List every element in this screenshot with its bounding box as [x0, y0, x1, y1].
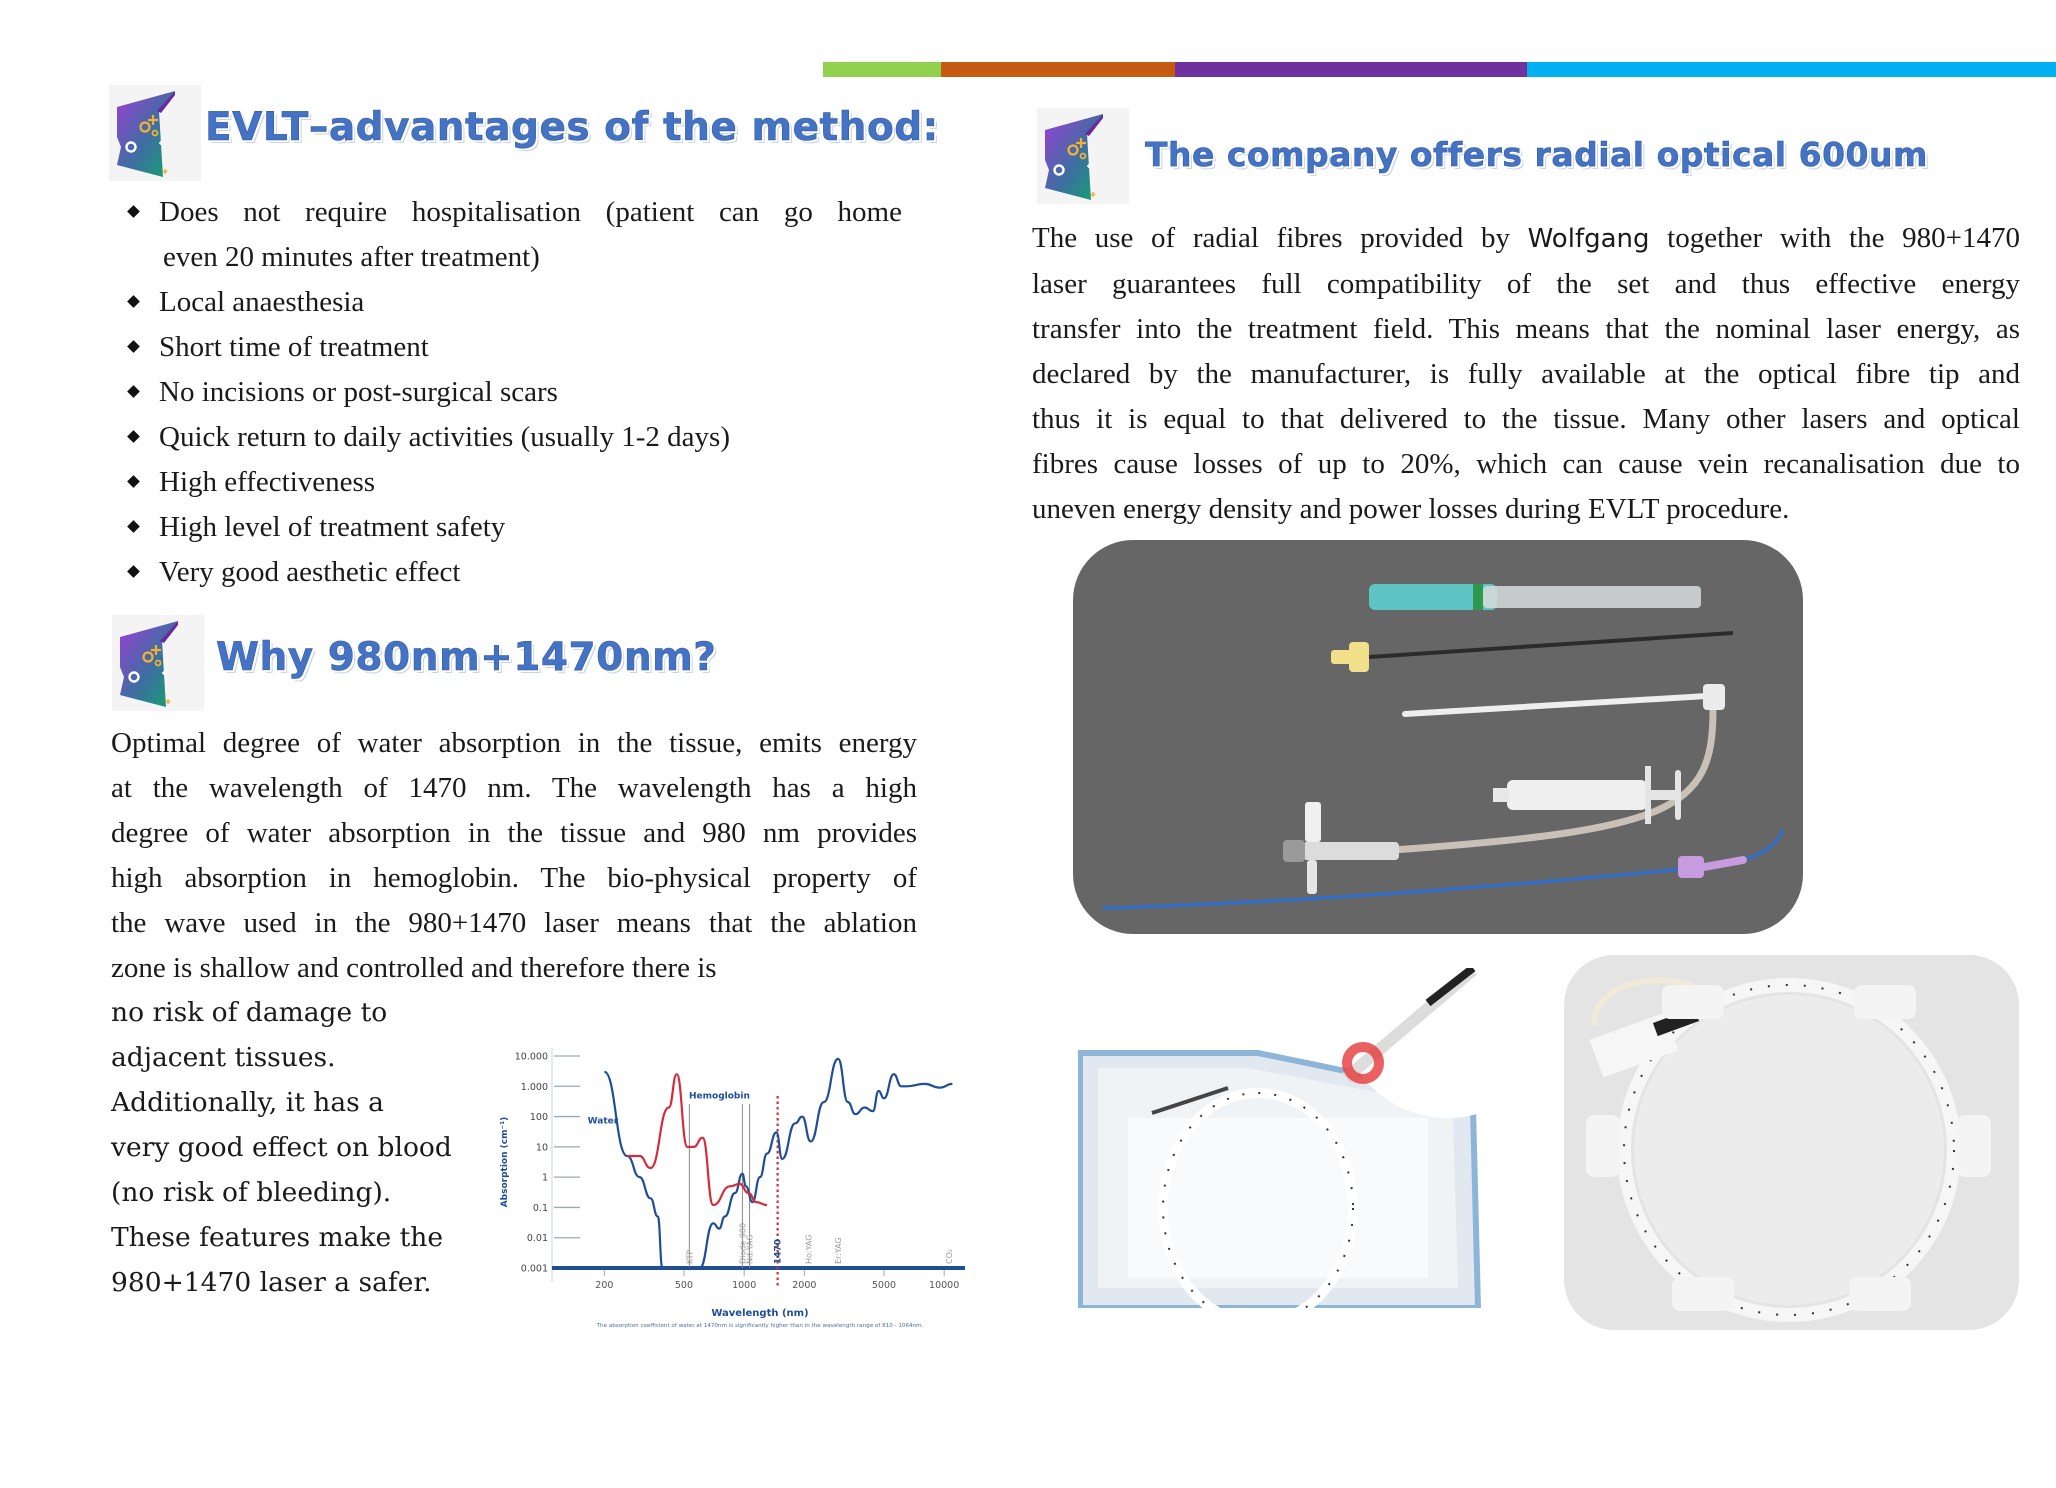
x-tick-label: 500 [674, 1280, 694, 1291]
radial-fibre-photo [1564, 955, 2019, 1330]
list-item-text: No incisions or post-surgical scars [159, 376, 558, 408]
list-item [127, 460, 902, 505]
why-title: Why 980nm+1470nm? [216, 634, 717, 680]
paragraph-line: laser guarantees full compatibility of the set and thus effective energy [1032, 268, 2020, 300]
paragraph-line: 980+1470 laser a safer. [111, 1267, 432, 1298]
paragraph-line: uneven energy density and power losses during EVLT procedure. [1032, 493, 1790, 525]
paragraph-line: fibres cause losses of up to 20%, which can cause vein recanalisation due to [1032, 448, 2020, 480]
y-axis-label: Absorption (cm⁻¹) [500, 1116, 510, 1208]
color-bar-blue [1527, 62, 2056, 77]
sterile-pack-photo [1078, 968, 1488, 1308]
legend-water: Water [587, 1116, 619, 1127]
radial-paragraph [1032, 216, 2020, 532]
annotation-label: Ho:YAG [804, 1234, 814, 1264]
paragraph-line: adjacent tissues. [111, 1042, 336, 1073]
list-item-text: Does not require hospitalisation (patient can go home [159, 196, 902, 228]
paragraph-line: high absorption in hemoglobin. The bio-physical property of [111, 862, 917, 894]
advantages-list [127, 190, 902, 595]
paragraph-line: at the wavelength of 1470 nm. The wavelength has a high [111, 772, 917, 804]
annotation-label: Er:YAG [833, 1237, 843, 1264]
x-tick-label: 1000 [732, 1280, 757, 1291]
y-tick-label: 1 [541, 1172, 548, 1184]
y-tick-label: 100 [529, 1112, 548, 1124]
absorption-chart [495, 1040, 975, 1330]
color-bar-orange [941, 62, 1175, 77]
list-item [127, 325, 902, 370]
brand-name: Wolfgang [1527, 224, 1650, 254]
list-item [127, 190, 902, 280]
paragraph-line: zone is shallow and controlled and therefore there is [111, 952, 717, 984]
legend-hemoglobin: Hemoglobin [689, 1091, 750, 1102]
list-item-text: Short time of treatment [159, 331, 429, 363]
y-tick-label: 0.01 [526, 1233, 548, 1245]
annotation-label: 1470 [773, 1238, 784, 1264]
list-item-text-cont: even 20 minutes after treatment) [163, 241, 540, 273]
annotation-label: Diode 980 [738, 1222, 748, 1264]
paragraph-line: (no risk of bleeding). [111, 1177, 392, 1208]
x-tick-label: 10000 [929, 1280, 960, 1291]
sparkle-board-icon [109, 85, 201, 181]
top-color-bar [823, 62, 2056, 77]
paragraph-line: transfer into the treatment field. This means that the nominal laser energy, as [1032, 313, 2020, 345]
radial-heading [1037, 108, 1928, 204]
y-tick-label: 0.1 [532, 1202, 548, 1214]
list-item-text: High effectiveness [159, 466, 376, 498]
paragraph-line: These features make the [111, 1222, 444, 1253]
y-tick-label: 0.001 [520, 1263, 548, 1275]
list-item [127, 550, 902, 595]
x-axis-label: Wavelength (nm) [711, 1308, 809, 1319]
paragraph-line: Optimal degree of water absorption in the tissue, emits energy [111, 727, 917, 759]
list-item-text: Quick return to daily activities (usually 1-2 days) [159, 421, 730, 453]
x-tick-label: 5000 [871, 1280, 897, 1291]
y-tick-label: 10 [535, 1142, 548, 1154]
list-item-text: Very good aesthetic effect [159, 556, 461, 588]
why-heading [112, 615, 716, 711]
absorption-chart-svg [495, 1040, 975, 1330]
list-item [127, 505, 902, 550]
introducer-kit-photo [1073, 540, 1803, 934]
advantages-heading [109, 85, 939, 181]
paragraph-text: The use of radial fibres provided by [1032, 222, 1510, 254]
why-paragraph [111, 721, 917, 991]
annotation-label: Nd:YAG [745, 1234, 755, 1264]
paragraph-line: the wave used in the 980+1470 laser means that the ablation [111, 907, 917, 939]
paragraph-line: declared by the manufacturer, is fully available at the optical fibre tip and [1032, 358, 2020, 390]
x-tick-label: 2000 [792, 1280, 817, 1291]
sparkle-board-icon [1037, 108, 1129, 204]
paragraph-line: Additionally, it has a [111, 1087, 384, 1118]
paragraph-line: very good effect on blood [111, 1132, 452, 1163]
y-tick-label: 1.000 [520, 1081, 548, 1093]
list-item-text: High level of treatment safety [159, 511, 506, 543]
annotation-label: CO₂ [945, 1248, 955, 1264]
list-item [127, 370, 902, 415]
paragraph-line: no risk of damage to [111, 997, 388, 1028]
paragraph-line [1032, 216, 2020, 262]
paragraph-line: thus it is equal to that delivered to the tissue. Many other lasers and optical [1032, 403, 2020, 435]
chart-caption: The absorption coefficient of water at 1470nm is significantly higher than in the wavelength range of 810 - 1064nm. [596, 1323, 924, 1329]
paragraph-line: degree of water absorption in the tissue and 980 nm provides [111, 817, 917, 849]
y-tick-label: 10.000 [514, 1051, 548, 1063]
advantages-title: EVLT–advantages of the method: [205, 104, 939, 150]
x-tick-label: 200 [595, 1280, 614, 1291]
color-bar-green [823, 62, 941, 77]
list-item [127, 415, 902, 460]
paragraph-text: together with the 980+1470 [1667, 222, 2020, 254]
annotation-label: KTP [685, 1249, 695, 1264]
list-item [127, 280, 902, 325]
why-paragraph-narrow [111, 990, 451, 1305]
radial-title: The company offers radial optical 600um [1145, 134, 1928, 174]
sparkle-board-icon [112, 615, 204, 711]
color-bar-purple [1175, 62, 1527, 77]
list-item-text: Local anaesthesia [159, 286, 365, 318]
